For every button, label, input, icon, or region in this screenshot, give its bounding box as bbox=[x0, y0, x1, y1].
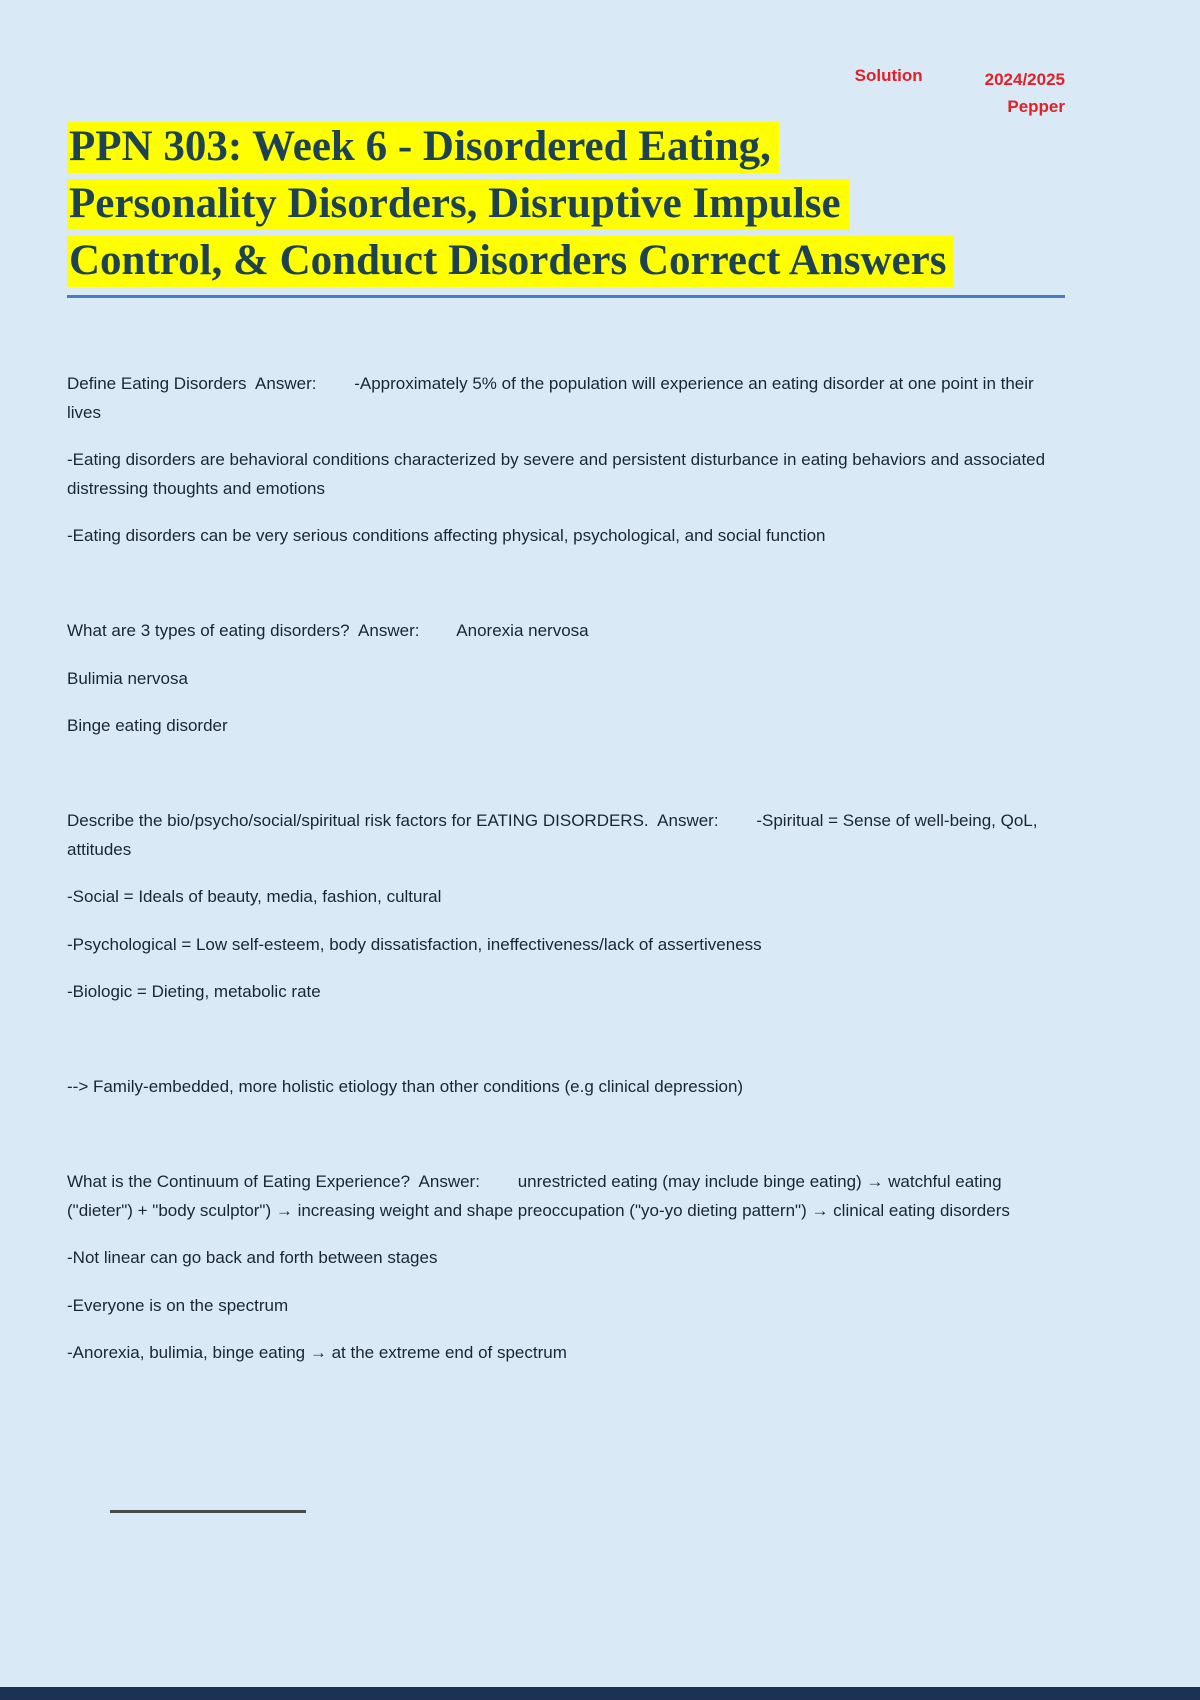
paragraph: Describe the bio/psycho/social/spiritual risk factors for EATING DISORDERS. Answer: -Spiritual = Sense of well-being, QoL, attitudes bbox=[67, 811, 1043, 859]
paragraph: -Anorexia, bulimia, binge eating → at the extreme end of spectrum bbox=[67, 1343, 567, 1362]
year-author-block bbox=[985, 66, 1065, 120]
author-label: Pepper bbox=[1007, 97, 1065, 116]
title-line-1: PPN 303: Week 6 - Disordered Eating, bbox=[67, 122, 779, 173]
year-label: 2024/2025 bbox=[984, 70, 1065, 89]
title-line-3: Control, & Conduct Disorders Correct Answers bbox=[67, 236, 954, 287]
blank-line bbox=[67, 1121, 1067, 1150]
paragraph: -Psychological = Low self-esteem, body dissatisfaction, ineffectiveness/lack of assertiveness bbox=[67, 934, 762, 954]
document-header bbox=[855, 66, 1065, 120]
solution-label: Solution bbox=[854, 66, 923, 85]
blank-line bbox=[67, 760, 1067, 789]
blank-line bbox=[67, 570, 1067, 599]
partial-line-artifact bbox=[110, 1510, 306, 1513]
paragraph: Binge eating disorder bbox=[67, 716, 228, 735]
paragraph: -Social = Ideals of beauty, media, fashion, cultural bbox=[67, 887, 442, 906]
footer-bar bbox=[0, 1687, 1200, 1700]
paragraph: What are 3 types of eating disorders? Answer: Anorexia nervosa bbox=[67, 621, 589, 640]
page-title bbox=[67, 118, 1097, 289]
paragraph: -Biologic = Dieting, metabolic rate bbox=[67, 982, 321, 1001]
paragraph: --> Family-embedded, more holistic etiology than other conditions (e.g clinical depression) bbox=[67, 1077, 744, 1096]
document-body bbox=[67, 370, 1067, 1387]
paragraph: -Eating disorders are behavioral conditions characterized by severe and persistent disturbance in eating behaviors and associated distressing thoughts and emotions bbox=[67, 450, 1050, 498]
paragraph: -Not linear can go back and forth between stages bbox=[67, 1248, 438, 1267]
title-line-2: Personality Disorders, Disruptive Impulse bbox=[67, 179, 849, 230]
paragraph: -Everyone is on the spectrum bbox=[67, 1295, 289, 1315]
title-underline bbox=[67, 295, 1065, 298]
paragraph: -Eating disorders can be very serious conditions affecting physical, psychological, and social function bbox=[67, 526, 826, 545]
paragraph: Define Eating Disorders Answer: -Approximately 5% of the population will experience an eating disorder at one point in their lives bbox=[67, 374, 1039, 422]
paragraph: Bulimia nervosa bbox=[67, 668, 188, 688]
blank-line bbox=[67, 1026, 1067, 1055]
paragraph: What is the Continuum of Eating Experience? Answer: unrestricted eating (may include binge eating) → watchful eating ("dieter") + "body sculptor") → increasing weight and shape preoccupation ("yo-yo dieting pattern") → clinical eating disorders bbox=[67, 1172, 1010, 1220]
